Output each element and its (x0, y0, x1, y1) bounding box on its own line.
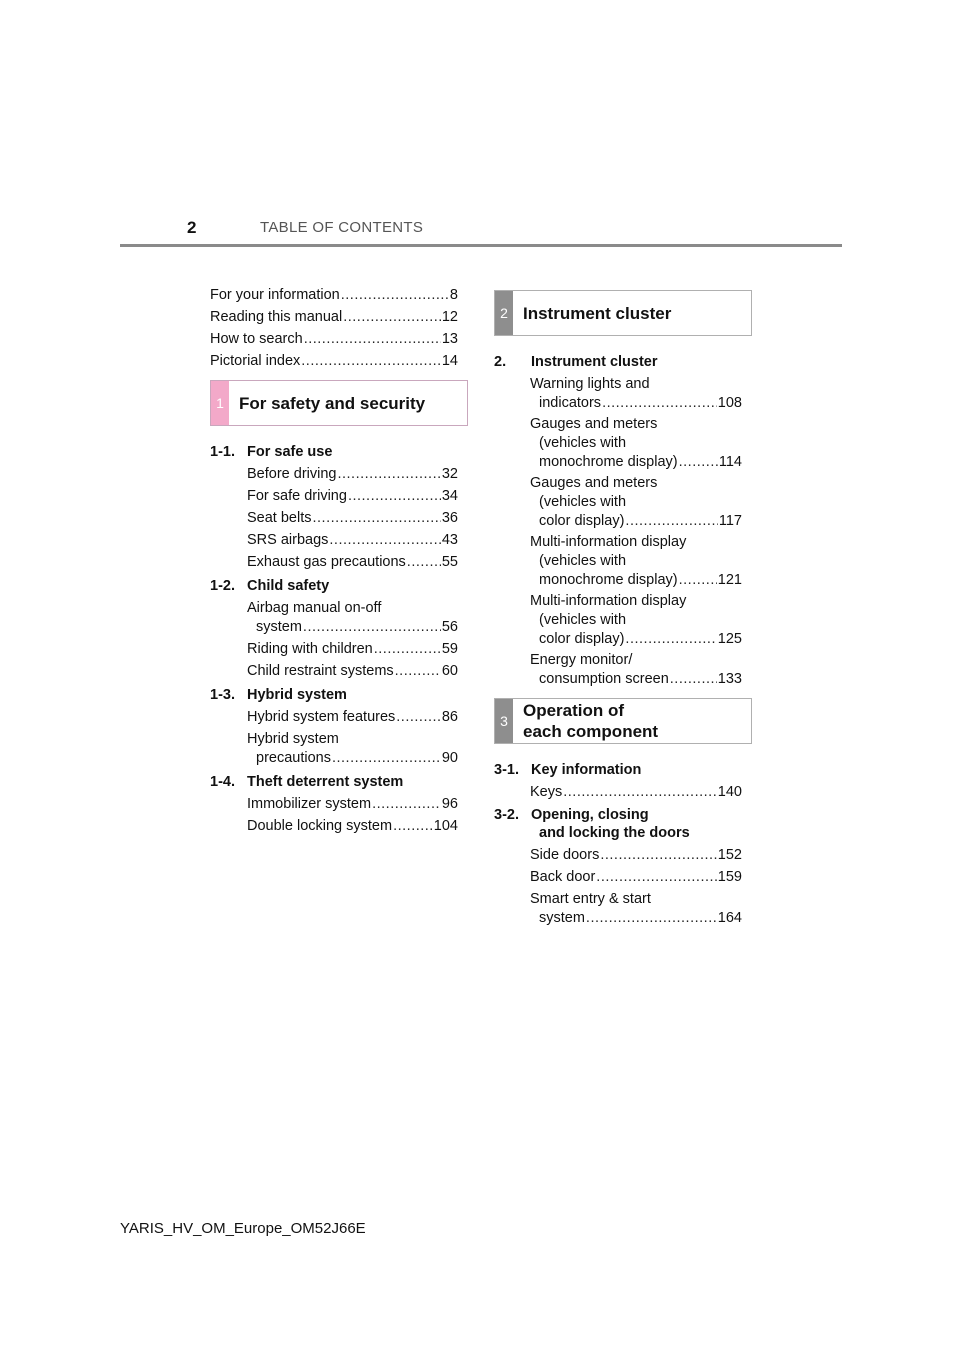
entry-text: Side doors (530, 847, 600, 863)
dot-leader (393, 817, 433, 836)
page-number-ref: 32 (441, 466, 458, 482)
toc-entry[interactable] (494, 533, 742, 590)
intro-entry[interactable] (210, 286, 458, 305)
entry-text: Smart entry & start (530, 891, 651, 907)
page-number-ref: 159 (717, 869, 742, 885)
section-code: 3-1. (494, 762, 519, 778)
entry-text: For your information (210, 287, 340, 303)
dot-leader (372, 795, 441, 814)
dot-leader (343, 308, 441, 327)
dot-leader (625, 630, 716, 649)
dot-leader (563, 783, 717, 802)
dot-leader (332, 749, 441, 768)
toc-entry-line (247, 640, 458, 659)
entry-text: (vehicles with (539, 553, 627, 569)
page-number-ref: 133 (717, 671, 742, 687)
entry-text: color display) (539, 513, 625, 529)
toc-entry-line (247, 553, 458, 572)
entry-text: Gauges and meters (530, 416, 658, 432)
page-number-ref: 34 (441, 488, 458, 504)
section-title: Opening, closing (531, 807, 649, 823)
entry-text: color display) (539, 631, 625, 647)
section-1-1. (210, 443, 332, 462)
intro-entry-line (210, 330, 458, 349)
entry-text: Multi-information display (530, 593, 687, 609)
entry-text: (vehicles with (539, 494, 627, 510)
toc-entry-line (247, 795, 458, 814)
dot-leader (301, 352, 441, 371)
toc-entry-line (539, 512, 742, 531)
toc-entry-line (539, 670, 742, 689)
dot-leader (303, 618, 441, 637)
toc-entry-line (247, 662, 458, 681)
toc-entry-line (530, 375, 742, 394)
section-title: Instrument cluster (531, 354, 658, 370)
dot-leader (341, 286, 449, 305)
toc-entry-line (247, 487, 458, 506)
toc-entry-line (530, 846, 742, 865)
section-1-4. (210, 773, 403, 792)
toc-entry[interactable] (210, 662, 458, 681)
toc-entry[interactable] (494, 375, 742, 413)
page-number-ref: 8 (449, 287, 458, 303)
section-title: For safe use (247, 444, 333, 460)
entry-text: (vehicles with (539, 435, 627, 451)
toc-entry[interactable] (494, 846, 742, 865)
toc-entry[interactable] (210, 795, 458, 814)
entry-text: Exhaust gas precautions (247, 554, 406, 570)
section-title-continued: and locking the doors (539, 825, 690, 841)
toc-entry-line (539, 552, 742, 571)
toc-entry-line (539, 909, 742, 928)
toc-entry-line (247, 531, 458, 550)
toc-entry[interactable] (494, 415, 742, 472)
page-number-ref: 56 (441, 619, 458, 635)
toc-entry[interactable] (210, 708, 458, 727)
dot-leader (348, 487, 441, 506)
chapter-1-header[interactable] (210, 380, 468, 426)
dot-leader (407, 553, 441, 572)
section-code: 1-1. (210, 444, 235, 460)
page-number-ref: 90 (441, 750, 458, 766)
section-code: 1-2. (210, 578, 235, 594)
entry-text: Energy monitor/ (530, 652, 633, 668)
toc-entry-line (247, 817, 458, 836)
toc-entry-line (530, 415, 742, 434)
page-number-ref: 125 (717, 631, 742, 647)
toc-entry[interactable] (210, 817, 458, 836)
document-footer-code: YARIS_HV_OM_Europe_OM52J66E (120, 1220, 366, 1237)
section-2 (494, 353, 658, 372)
toc-entry[interactable] (494, 592, 742, 649)
page-number-ref: 12 (441, 309, 458, 325)
dot-leader (329, 531, 440, 550)
intro-entry-line (210, 308, 458, 327)
dot-leader (679, 571, 717, 590)
entry-text: Hybrid system (247, 731, 339, 747)
toc-entry[interactable] (494, 651, 742, 689)
page-number: 2 (187, 218, 197, 237)
entry-text: How to search (210, 331, 303, 347)
chapter-3-header[interactable] (494, 698, 752, 744)
section-title: Hybrid system (247, 687, 347, 703)
entry-text: Child restraint systems (247, 663, 394, 679)
entry-text: Airbag manual on-off (247, 600, 382, 616)
toc-entry-line (247, 465, 458, 484)
toc-entry-line (247, 509, 458, 528)
entry-text: Back door (530, 869, 596, 885)
dot-leader (596, 868, 717, 887)
dot-leader (602, 394, 717, 413)
page-number-ref: 96 (441, 796, 458, 812)
section-3-2. (494, 806, 649, 825)
toc-entry-line (539, 453, 742, 472)
page-number-ref: 86 (441, 709, 458, 725)
entry-text: system (539, 910, 585, 926)
toc-entry-line (539, 394, 742, 413)
dot-leader (395, 662, 441, 681)
toc-entry[interactable] (494, 890, 742, 928)
intro-entry-line (210, 352, 458, 371)
section-title: Key information (531, 762, 642, 778)
intro-entry-line (210, 286, 458, 305)
toc-entry[interactable] (210, 509, 458, 528)
entry-text: Hybrid system features (247, 709, 396, 725)
page-number-ref: 36 (441, 510, 458, 526)
intro-entry[interactable] (210, 330, 458, 349)
entry-text: Double locking system (247, 818, 393, 834)
page-number-ref: 13 (441, 331, 458, 347)
chapter-title: Operation of each component (523, 701, 659, 741)
dot-leader (313, 509, 441, 528)
dot-leader (600, 846, 716, 865)
section-1-2. (210, 577, 329, 596)
entry-text: monochrome display) (539, 454, 678, 470)
entry-text: For safe driving (247, 488, 347, 504)
page-number-ref: 117 (718, 513, 742, 529)
page-number-ref: 43 (441, 532, 458, 548)
toc-entry[interactable] (210, 531, 458, 550)
section-code: 2. (494, 354, 507, 370)
toc-entry-line (539, 611, 742, 630)
toc-entry[interactable] (210, 640, 458, 659)
entry-text: indicators (539, 395, 602, 411)
page-number-ref: 152 (717, 847, 742, 863)
toc-entry-line (247, 708, 458, 727)
entry-text: SRS airbags (247, 532, 329, 548)
page-number-ref: 164 (717, 910, 742, 926)
dot-leader (586, 909, 717, 928)
page-header-title: TABLE OF CONTENTS (260, 219, 424, 236)
chapter-title: For safety and security (239, 393, 426, 413)
section-3-1. (494, 761, 641, 780)
entry-text: consumption screen (539, 671, 669, 687)
entry-text: Keys (530, 784, 563, 800)
entry-text: precautions (256, 750, 331, 766)
entry-text: monochrome display) (539, 572, 678, 588)
toc-entry-line (247, 730, 458, 749)
dot-leader (304, 330, 441, 349)
entry-text: Warning lights and (530, 376, 650, 392)
section-title: Child safety (247, 578, 330, 594)
entry-text: Seat belts (247, 510, 312, 526)
page-number-ref: 104 (433, 818, 458, 834)
toc-entry[interactable] (494, 783, 742, 802)
entry-text: system (256, 619, 302, 635)
section-code: 1-4. (210, 774, 235, 790)
chapter-number-tab: 3 (495, 699, 513, 743)
toc-entry[interactable] (210, 730, 458, 768)
dot-leader (396, 708, 441, 727)
toc-entry-line (530, 592, 742, 611)
toc-entry-line (530, 533, 742, 552)
entry-text: Multi-information display (530, 534, 687, 550)
section-title: Theft deterrent system (247, 774, 404, 790)
header-divider (120, 244, 842, 247)
entry-text: Riding with children (247, 641, 373, 657)
chapter-number-tab: 1 (211, 381, 229, 425)
entry-text: Gauges and meters (530, 475, 658, 491)
page-number-ref: 14 (441, 353, 458, 369)
toc-entry-line (530, 474, 742, 493)
page-number-ref: 59 (441, 641, 458, 657)
toc-entry-line (539, 493, 742, 512)
dot-leader (337, 465, 440, 484)
entry-text: Before driving (247, 466, 337, 482)
entry-text: Immobilizer system (247, 796, 372, 812)
intro-entry[interactable] (210, 308, 458, 327)
page-number-ref: 121 (717, 572, 742, 588)
page-number-ref: 55 (441, 554, 458, 570)
toc-entry-line (539, 434, 742, 453)
chapter-2-header[interactable] (494, 290, 752, 336)
chapter-title: Instrument cluster (523, 303, 672, 323)
chapter-number-tab: 2 (495, 291, 513, 335)
page-number-ref: 60 (441, 663, 458, 679)
toc-entry[interactable] (210, 487, 458, 506)
dot-leader (670, 670, 717, 689)
section-code: 3-2. (494, 807, 519, 823)
page-number-ref: 114 (718, 454, 742, 470)
entry-text: Pictorial index (210, 353, 301, 369)
toc-entry-line (530, 868, 742, 887)
toc-entry-line (530, 890, 742, 909)
entry-text: Reading this manual (210, 309, 343, 325)
toc-entry-line (539, 571, 742, 590)
entry-text: (vehicles with (539, 612, 627, 628)
page-number-ref: 108 (717, 395, 742, 411)
toc-entry-line (530, 651, 742, 670)
section-1-3. (210, 686, 347, 705)
toc-entry-line (256, 749, 458, 768)
toc-entry-line (256, 618, 458, 637)
intro-entry[interactable] (210, 352, 458, 371)
toc-entry[interactable] (494, 868, 742, 887)
toc-entry[interactable] (210, 599, 458, 637)
toc-entry[interactable] (210, 465, 458, 484)
dot-leader (374, 640, 441, 659)
toc-entry[interactable] (494, 474, 742, 531)
dot-leader (679, 453, 718, 472)
section-code: 1-3. (210, 687, 235, 703)
toc-entry-line (530, 783, 742, 802)
toc-entry-line (539, 630, 742, 649)
dot-leader (625, 512, 717, 531)
toc-entry-line (247, 599, 458, 618)
toc-entry[interactable] (210, 553, 458, 572)
page-number-ref: 140 (717, 784, 742, 800)
